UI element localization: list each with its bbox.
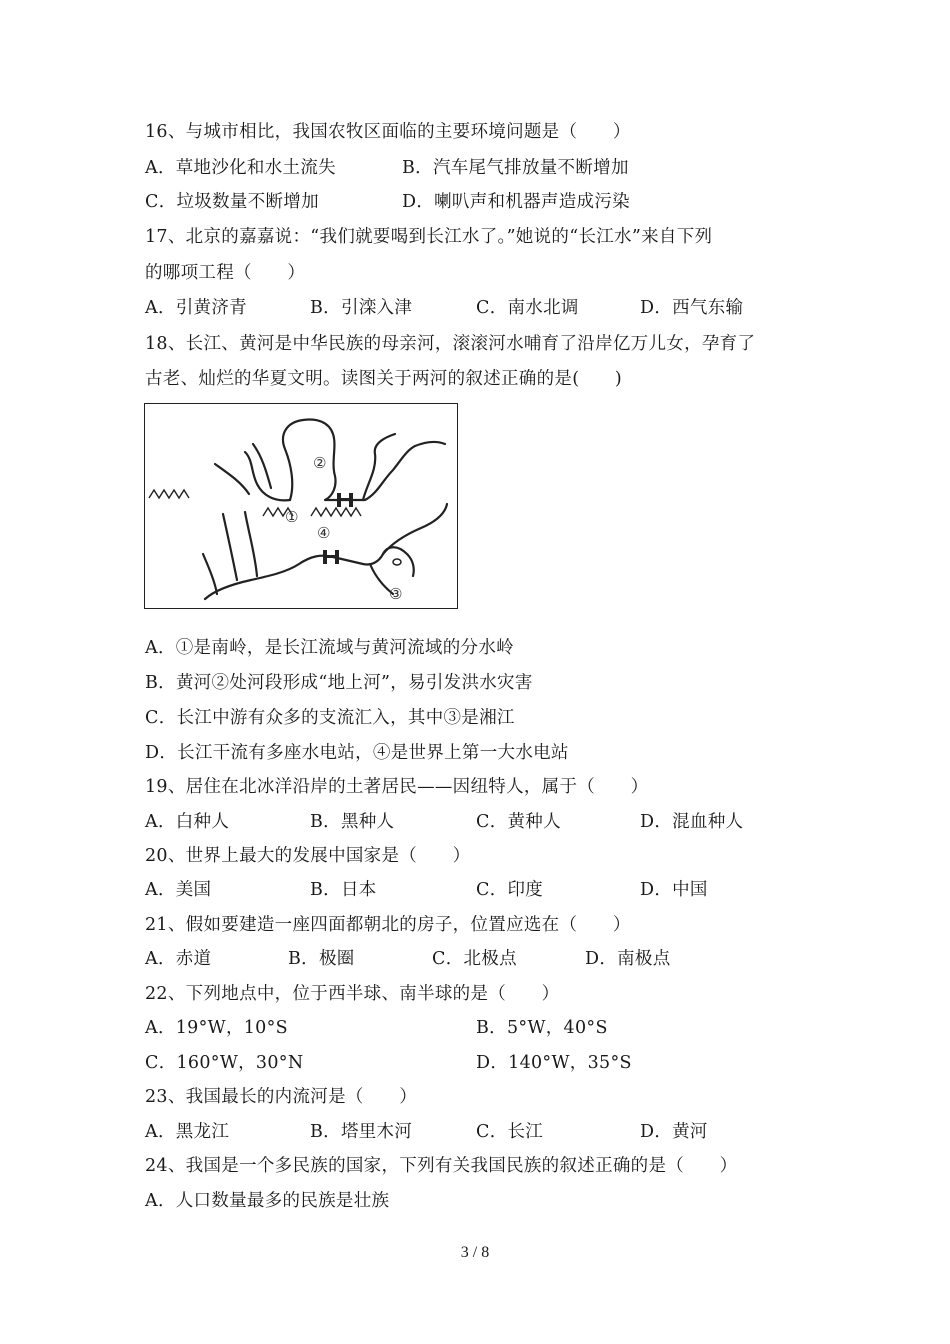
dam-yellow-bar [337, 498, 353, 501]
lake-shape [393, 559, 401, 565]
map-label-2: ② [313, 454, 327, 472]
q18-option-c: C．长江中游有众多的支流汇入，其中③是湘江 [145, 708, 515, 728]
q22-stem: 22、下列地点中，位于西半球、南半球的是（ ） [145, 984, 560, 1004]
q20-stem: 20、世界上最大的发展中国家是（ ） [145, 846, 471, 866]
q23-option-d: D．黄河 [640, 1122, 708, 1142]
q20-option-d: D．中国 [640, 880, 708, 900]
q20-option-a: A．美国 [145, 880, 212, 900]
q18-option-b: B．黄河②处河段形成“地上河”，易引发洪水灾害 [145, 673, 533, 693]
q19-stem: 19、居住在北冰洋沿岸的土著居民——因纽特人，属于（ ） [145, 777, 649, 797]
yellow-river-tributary [363, 434, 395, 500]
page-number: 3 / 8 [460, 1244, 490, 1261]
q21-option-c: C．北极点 [432, 949, 517, 969]
map-label-3: ③ [389, 585, 403, 603]
q16-option-a: A．草地沙化和水土流失 [145, 158, 336, 178]
q18-stem-line2: 古老、灿烂的华夏文明。读图关于两河的叙述正确的是( ) [145, 369, 623, 389]
q17-option-a: A．引黄济青 [145, 298, 247, 318]
q23-option-c: C．长江 [476, 1122, 544, 1142]
q17-stem-line2: 的哪项工程（ ） [145, 263, 306, 283]
q21-option-b: B．极圈 [288, 949, 355, 969]
tributary-north-2 [215, 464, 249, 494]
q16-option-d: D．喇叭声和机器声造成污染 [402, 192, 630, 212]
q24-stem: 24、我国是一个多民族的国家，下列有关我国民族的叙述正确的是（ ） [145, 1156, 738, 1176]
q19-option-b: B．黑种人 [310, 812, 395, 832]
q17-stem-line1: 17、北京的嘉嘉说：“我们就要喝到长江水了。”她说的“长江水”来自下列 [145, 227, 713, 247]
q21-option-d: D．南极点 [585, 949, 671, 969]
map-label-1: ① [285, 508, 299, 526]
q24-option-a: A．人口数量最多的民族是壮族 [145, 1191, 390, 1211]
q17-option-b: B．引滦入津 [310, 298, 413, 318]
river-map-svg [145, 404, 456, 607]
tributary-west-1 [223, 514, 237, 580]
tributary-west-3 [203, 554, 217, 594]
q23-stem: 23、我国最长的内流河是（ ） [145, 1087, 418, 1107]
q22-option-b: B．5°W，40°S [476, 1018, 608, 1038]
tributary-west-2 [245, 512, 257, 576]
river-map-figure [144, 403, 458, 609]
q17-option-d: D．西气东输 [640, 298, 744, 318]
q17-option-c: C．南水北调 [476, 298, 579, 318]
q18-option-d: D．长江干流有多座水电站，④是世界上第一大水电站 [145, 743, 569, 763]
q22-option-a: A．19°W，10°S [145, 1018, 288, 1038]
q20-option-b: B．日本 [310, 880, 377, 900]
mountain-east [311, 508, 361, 516]
mountain-west [149, 490, 189, 498]
q21-stem: 21、假如要建造一座四面都朝北的房子，位置应选在（ ） [145, 915, 631, 935]
q18-option-a: A．①是南岭，是长江流域与黄河流域的分水岭 [145, 638, 514, 658]
q16-option-c: C．垃圾数量不断增加 [145, 192, 319, 212]
q20-option-c: C．印度 [476, 880, 544, 900]
yellow-river-path [283, 420, 445, 500]
q19-option-c: C．黄种人 [476, 812, 561, 832]
q16-option-b: B．汽车尾气排放量不断增加 [402, 158, 629, 178]
q16-stem: 16、与城市相比，我国农牧区面临的主要环境问题是（ ） [145, 122, 631, 142]
q22-option-d: D．140°W，35°S [476, 1053, 632, 1073]
q23-option-b: B．塔里木河 [310, 1122, 413, 1142]
q18-stem-line1: 18、长江、黄河是中华民族的母亲河，滚滚河水哺育了沿岸亿万儿女，孕育了 [145, 334, 756, 354]
q19-option-d: D．混血种人 [640, 812, 744, 832]
q23-option-a: A．黑龙江 [145, 1122, 230, 1142]
q21-option-a: A．赤道 [145, 949, 212, 969]
q22-option-c: C．160°W，30°N [145, 1053, 304, 1073]
q19-option-a: A．白种人 [145, 812, 230, 832]
dam-yangtze-bar [323, 555, 339, 558]
map-label-4: ④ [317, 524, 331, 542]
